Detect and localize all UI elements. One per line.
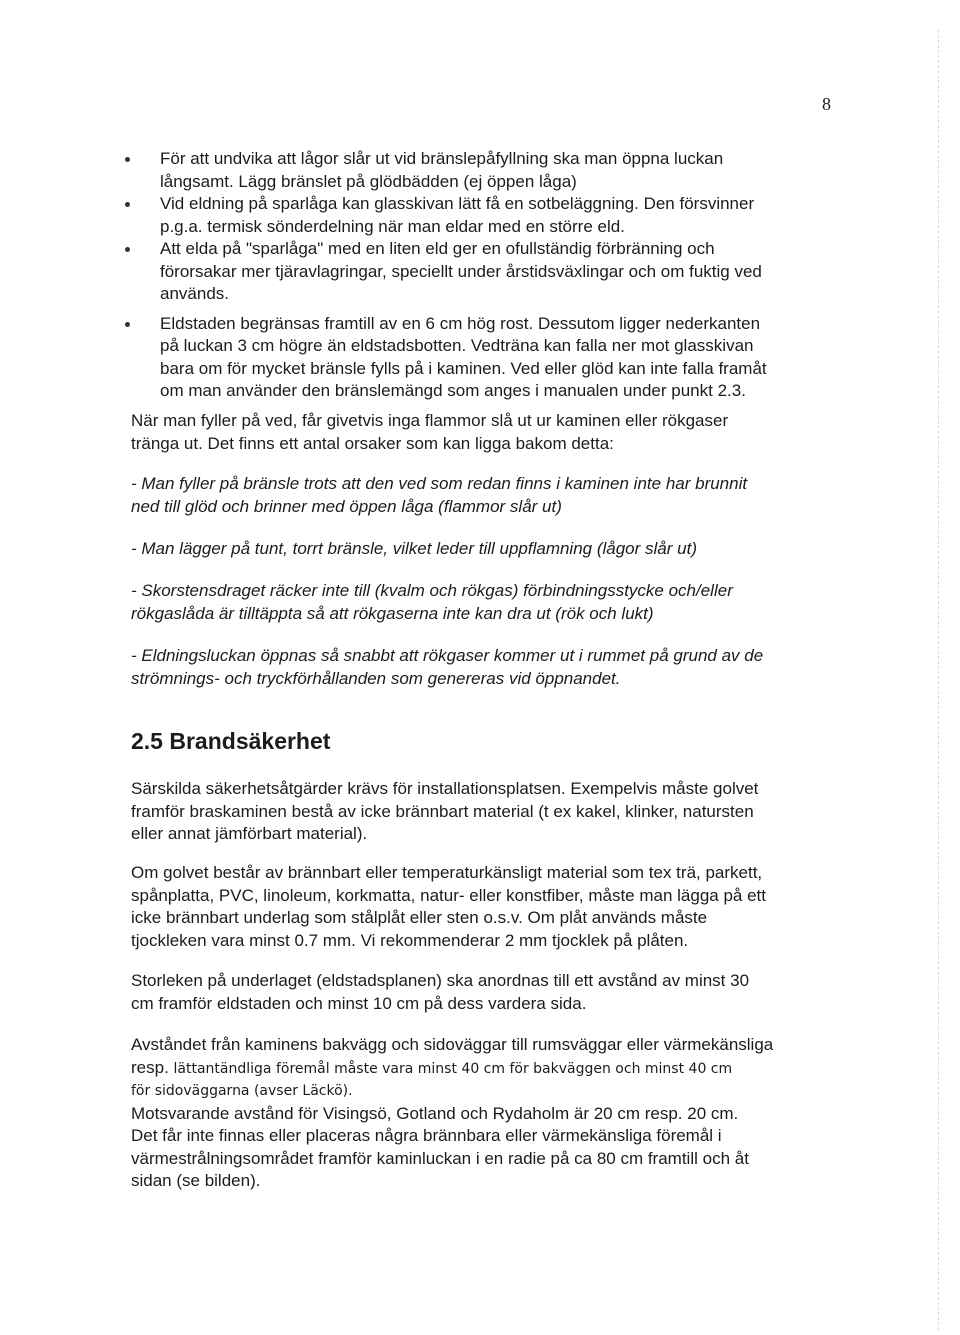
text-line: - Eldningsluckan öppnas så snabbt att rökgaser kommer ut i rummet på grund av de: [131, 646, 764, 665]
cause-paragraph: [131, 580, 821, 625]
scan-edge-line: [938, 30, 939, 1330]
text-line: långsamt. Lägg bränslet på glödbädden (ej öppen låga): [160, 171, 577, 191]
text-line: eller annat jämförbart material).: [131, 824, 368, 843]
resp-text: resp.: [131, 1057, 169, 1077]
text-line: icke brännbart underlag som stålplåt eller sten o.s.v. Om plåt används måste: [131, 908, 708, 927]
text-line: Motsvarande avstånd för Visingsö, Gotland och Rydaholm är 20 cm resp. 20 cm.: [131, 1103, 739, 1123]
section-paragraph: [131, 1034, 821, 1193]
text-line: på luckan 3 cm högre än eldstadsbotten. Vedträna kan falla ner mot glasskivan: [160, 336, 754, 355]
bullet-icon: [125, 322, 130, 327]
text-line: - Skorstensdraget räcker inte till (kvalm och rökgas) förbindningsstycke och/eller: [131, 581, 733, 600]
text-line: Det får inte finnas eller placeras några brännbara eller värmekänsliga föremål i: [131, 1126, 722, 1145]
list-item: [120, 193, 830, 238]
bullet-icon: [125, 247, 130, 252]
text-line: Om golvet består av brännbart eller temperaturkänsligt material som tex trä, parkett,: [131, 863, 763, 882]
text-line: Storleken på underlaget (eldstadsplanen) ska anordnas till ett avstånd av minst 30: [131, 971, 750, 990]
section-paragraph: [131, 778, 821, 846]
section-paragraph: [131, 862, 821, 952]
text-line: ned till glöd och brinner med öppen låga (flammor slår ut): [131, 496, 562, 516]
text-line: cm framför eldstaden och minst 10 cm på dess vardera sida.: [131, 993, 587, 1013]
bullet-icon: [125, 157, 130, 162]
text-line: bara om för mycket bränsle fylls på i kaminen. Ved eller glöd kan inte falla framåt: [160, 358, 767, 378]
small-text: för sidoväggarna (avser Läckö).: [131, 1083, 353, 1099]
text-line: värmestrålningsområdet framför kaminluckan i en radie på ca 80 cm framtill och åt: [131, 1148, 749, 1168]
text-line: [131, 1057, 821, 1081]
text-line: Avståndet från kaminens bakvägg och sidoväggar till rumsväggar eller värmekänsliga: [131, 1035, 774, 1054]
text-line: används.: [160, 284, 229, 303]
text-line: Eldstaden begränsas framtill av en 6 cm hög rost. Dessutom ligger nederkanten: [160, 313, 761, 333]
text-line: framför braskaminen bestå av icke brännbart material (t ex kakel, klinker, natursten: [131, 801, 754, 821]
intro-paragraph: [131, 410, 821, 455]
text-line: tränga ut. Det finns ett antal orsaker som kan ligga bakom detta:: [131, 433, 614, 453]
text-line: Att elda på "sparlåga" med en liten eld ger en ofullständig förbränning och: [160, 239, 715, 258]
cause-paragraph: [131, 645, 821, 690]
cause-paragraph: [131, 473, 821, 518]
text-line: - Man fyller på bränsle trots att den ved som redan finns i kaminen inte har brunnit: [131, 474, 748, 493]
list-item: [120, 313, 830, 403]
text-line: tjockleken vara minst 0.7 mm. Vi rekommenderar 2 mm tjocklek på plåten.: [131, 930, 689, 950]
text-line: Vid eldning på sparlåga kan glasskivan lätt få en sotbeläggning. Den försvinner: [160, 194, 755, 213]
text-line: strömnings- och tryckförhållanden som genereras vid öppnandet.: [131, 668, 621, 688]
text-line: För att undvika att lågor slår ut vid bränslepåfyllning ska man öppna luckan: [160, 149, 724, 168]
text-line: Särskilda säkerhetsåtgärder krävs för installationsplatsen. Exempelvis måste golvet: [131, 779, 759, 798]
cause-paragraph: [131, 538, 821, 561]
section-heading: 2.5 Brandsäkerhet: [131, 728, 331, 754]
text-line: - Man lägger på tunt, torrt bränsle, vilket leder till uppflamning (lågor slår ut): [131, 539, 697, 558]
text-line: När man fyller på ved, får givetvis inga flammor slå ut ur kaminen eller rökgaser: [131, 411, 729, 430]
text-line: om man använder den bränslemängd som anges i manualen under punkt 2.3.: [160, 381, 746, 400]
text-line: sidan (se bilden).: [131, 1171, 261, 1190]
text-line: förorsakar mer tjäravlagringar, speciellt under årstidsväxlingar och om fuktig ved: [160, 261, 762, 281]
list-item: [120, 238, 830, 306]
text-line: spånplatta, PVC, linoleum, korkmatta, natur- eller konstfiber, måste man lägga på ett: [131, 885, 766, 905]
list-item: [120, 148, 830, 193]
page-number: 8: [822, 94, 831, 114]
text-line: p.g.a. termisk sönderdelning när man eldar med en större eld.: [160, 216, 625, 236]
bullet-list: [120, 148, 830, 403]
text-line: rökgaslåda är tilltäppta så att rökgaserna inte kan dra ut (rök och lukt): [131, 603, 654, 623]
section-paragraph: [131, 970, 821, 1015]
small-text: lättantändliga föremål måste vara minst 40 cm för bakväggen och minst 40 cm: [173, 1060, 733, 1077]
bullet-icon: [125, 202, 130, 207]
